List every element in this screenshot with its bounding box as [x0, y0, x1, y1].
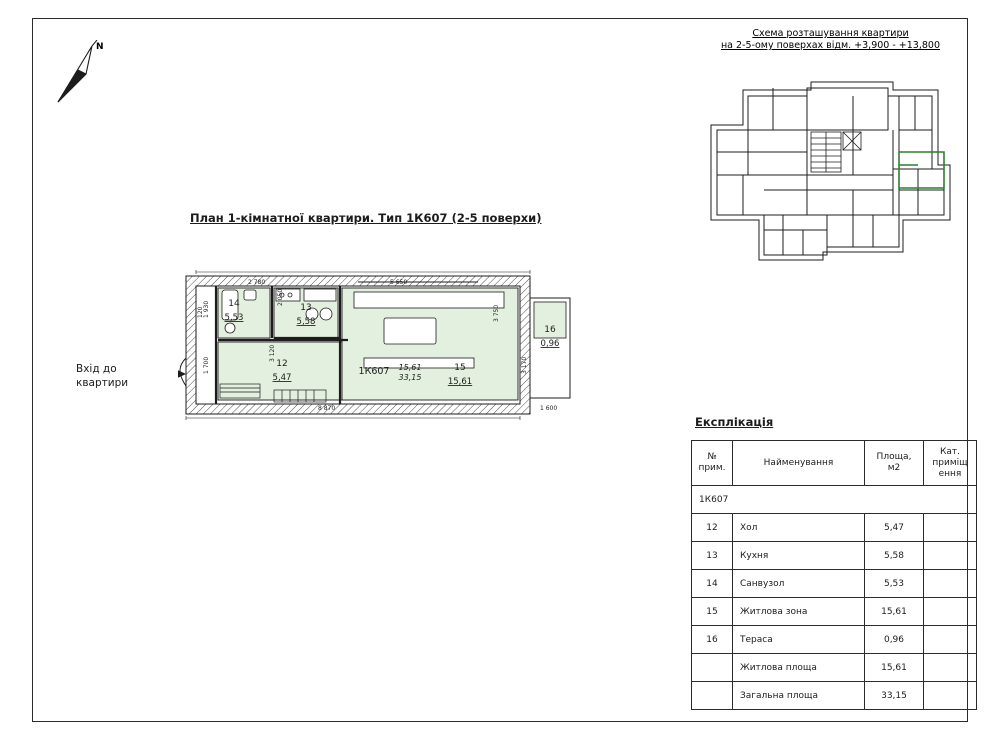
key-plan-title-line2: на 2-5-ому поверхах відм. +3,900 - +13,800	[720, 40, 941, 51]
dimension-1600: 1 600	[540, 405, 558, 412]
dimension-5650: 5 650	[390, 279, 408, 286]
table-summary-row	[692, 682, 977, 710]
header-area-line2: м2	[887, 463, 901, 473]
row-area: 15,61	[865, 598, 924, 626]
explication-title: Експлікація	[695, 415, 774, 429]
row-number: 14	[692, 570, 733, 598]
row-name: Кухня	[733, 542, 865, 570]
table-row	[692, 570, 977, 598]
row-category	[924, 682, 977, 710]
apartment-floor-plan	[178, 262, 578, 427]
row-category	[924, 542, 977, 570]
dimension-1930: 1 930	[203, 300, 210, 318]
header-number	[692, 441, 733, 486]
row-area: 15,61	[865, 654, 924, 682]
header-area-line1: Площа,	[876, 452, 912, 462]
dimension-3120: 3 120	[269, 344, 276, 362]
room-number-14: 14	[228, 299, 240, 309]
key-plan-title	[703, 28, 958, 52]
entrance-label-line2: квартири	[76, 377, 129, 389]
room-number-16: 16	[544, 325, 556, 335]
row-number	[692, 654, 733, 682]
explication-table	[691, 440, 977, 710]
dimension-1700: 1 700	[203, 356, 210, 374]
header-name: Найменування	[733, 441, 865, 486]
entrance-label-line1: Вхід до	[76, 363, 117, 375]
key-plan	[703, 28, 958, 265]
dimension-2780: 2 780	[248, 279, 266, 286]
dimension-3170: 3 170	[521, 356, 528, 374]
header-number-line1: №	[707, 452, 717, 462]
apartment-code: 1К607	[358, 366, 390, 377]
row-area: 33,15	[865, 682, 924, 710]
group-label: 1К607	[692, 486, 977, 514]
header-category	[924, 441, 977, 486]
row-name: Хол	[733, 514, 865, 542]
apartment-total-area: 33,15	[398, 373, 422, 382]
row-area: 0,96	[865, 626, 924, 654]
row-category	[924, 654, 977, 682]
table-header-row	[692, 441, 977, 486]
table-row	[692, 514, 977, 542]
apartment-living-area: 15,61	[398, 363, 422, 372]
row-category	[924, 570, 977, 598]
plan-title: План 1-кімнатної квартири. Тип 1К607 (2-5 поверхи)	[190, 211, 542, 225]
row-name: Житлова площа	[733, 654, 865, 682]
row-name: Житлова зона	[733, 598, 865, 626]
dimension-2050: 2 050	[277, 288, 284, 306]
header-number-line2: прим.	[698, 463, 726, 473]
header-category-line2: приміщ	[932, 457, 968, 468]
row-number: 12	[692, 514, 733, 542]
room-area-14: 5,53	[224, 313, 244, 323]
row-name: Загальна площа	[733, 682, 865, 710]
dimension-8870: 8 870	[318, 405, 336, 412]
row-number: 16	[692, 626, 733, 654]
row-name: Тераса	[733, 626, 865, 654]
dimension-3750: 3 750	[493, 304, 500, 322]
room-area-13: 5,58	[296, 317, 316, 327]
room-number-12: 12	[276, 359, 288, 369]
table-row	[692, 542, 977, 570]
room-area-16: 0,96	[540, 339, 560, 349]
room-number-13: 13	[300, 303, 312, 313]
table-group-row	[692, 486, 977, 514]
row-area: 5,58	[865, 542, 924, 570]
row-category	[924, 626, 977, 654]
north-label: N	[96, 42, 104, 52]
key-plan-title-line1: Схема розташування квартири	[752, 28, 909, 39]
north-arrow	[52, 40, 122, 110]
row-name: Санвузол	[733, 570, 865, 598]
row-area: 5,53	[865, 570, 924, 598]
room-number-15: 15	[454, 363, 466, 373]
row-area: 5,47	[865, 514, 924, 542]
row-number	[692, 682, 733, 710]
entrance-label	[76, 362, 128, 390]
row-number: 15	[692, 598, 733, 626]
row-category	[924, 598, 977, 626]
table-row	[692, 626, 977, 654]
room-area-15: 15,61	[447, 377, 473, 387]
row-category	[924, 514, 977, 542]
table-row	[692, 598, 977, 626]
dimension-120: 120	[197, 306, 204, 318]
row-number: 13	[692, 542, 733, 570]
table-summary-row	[692, 654, 977, 682]
header-category-line3: ення	[938, 468, 962, 479]
header-area	[865, 441, 924, 486]
room-area-12: 5,47	[272, 373, 292, 383]
header-category-line1: Кат.	[939, 446, 960, 457]
